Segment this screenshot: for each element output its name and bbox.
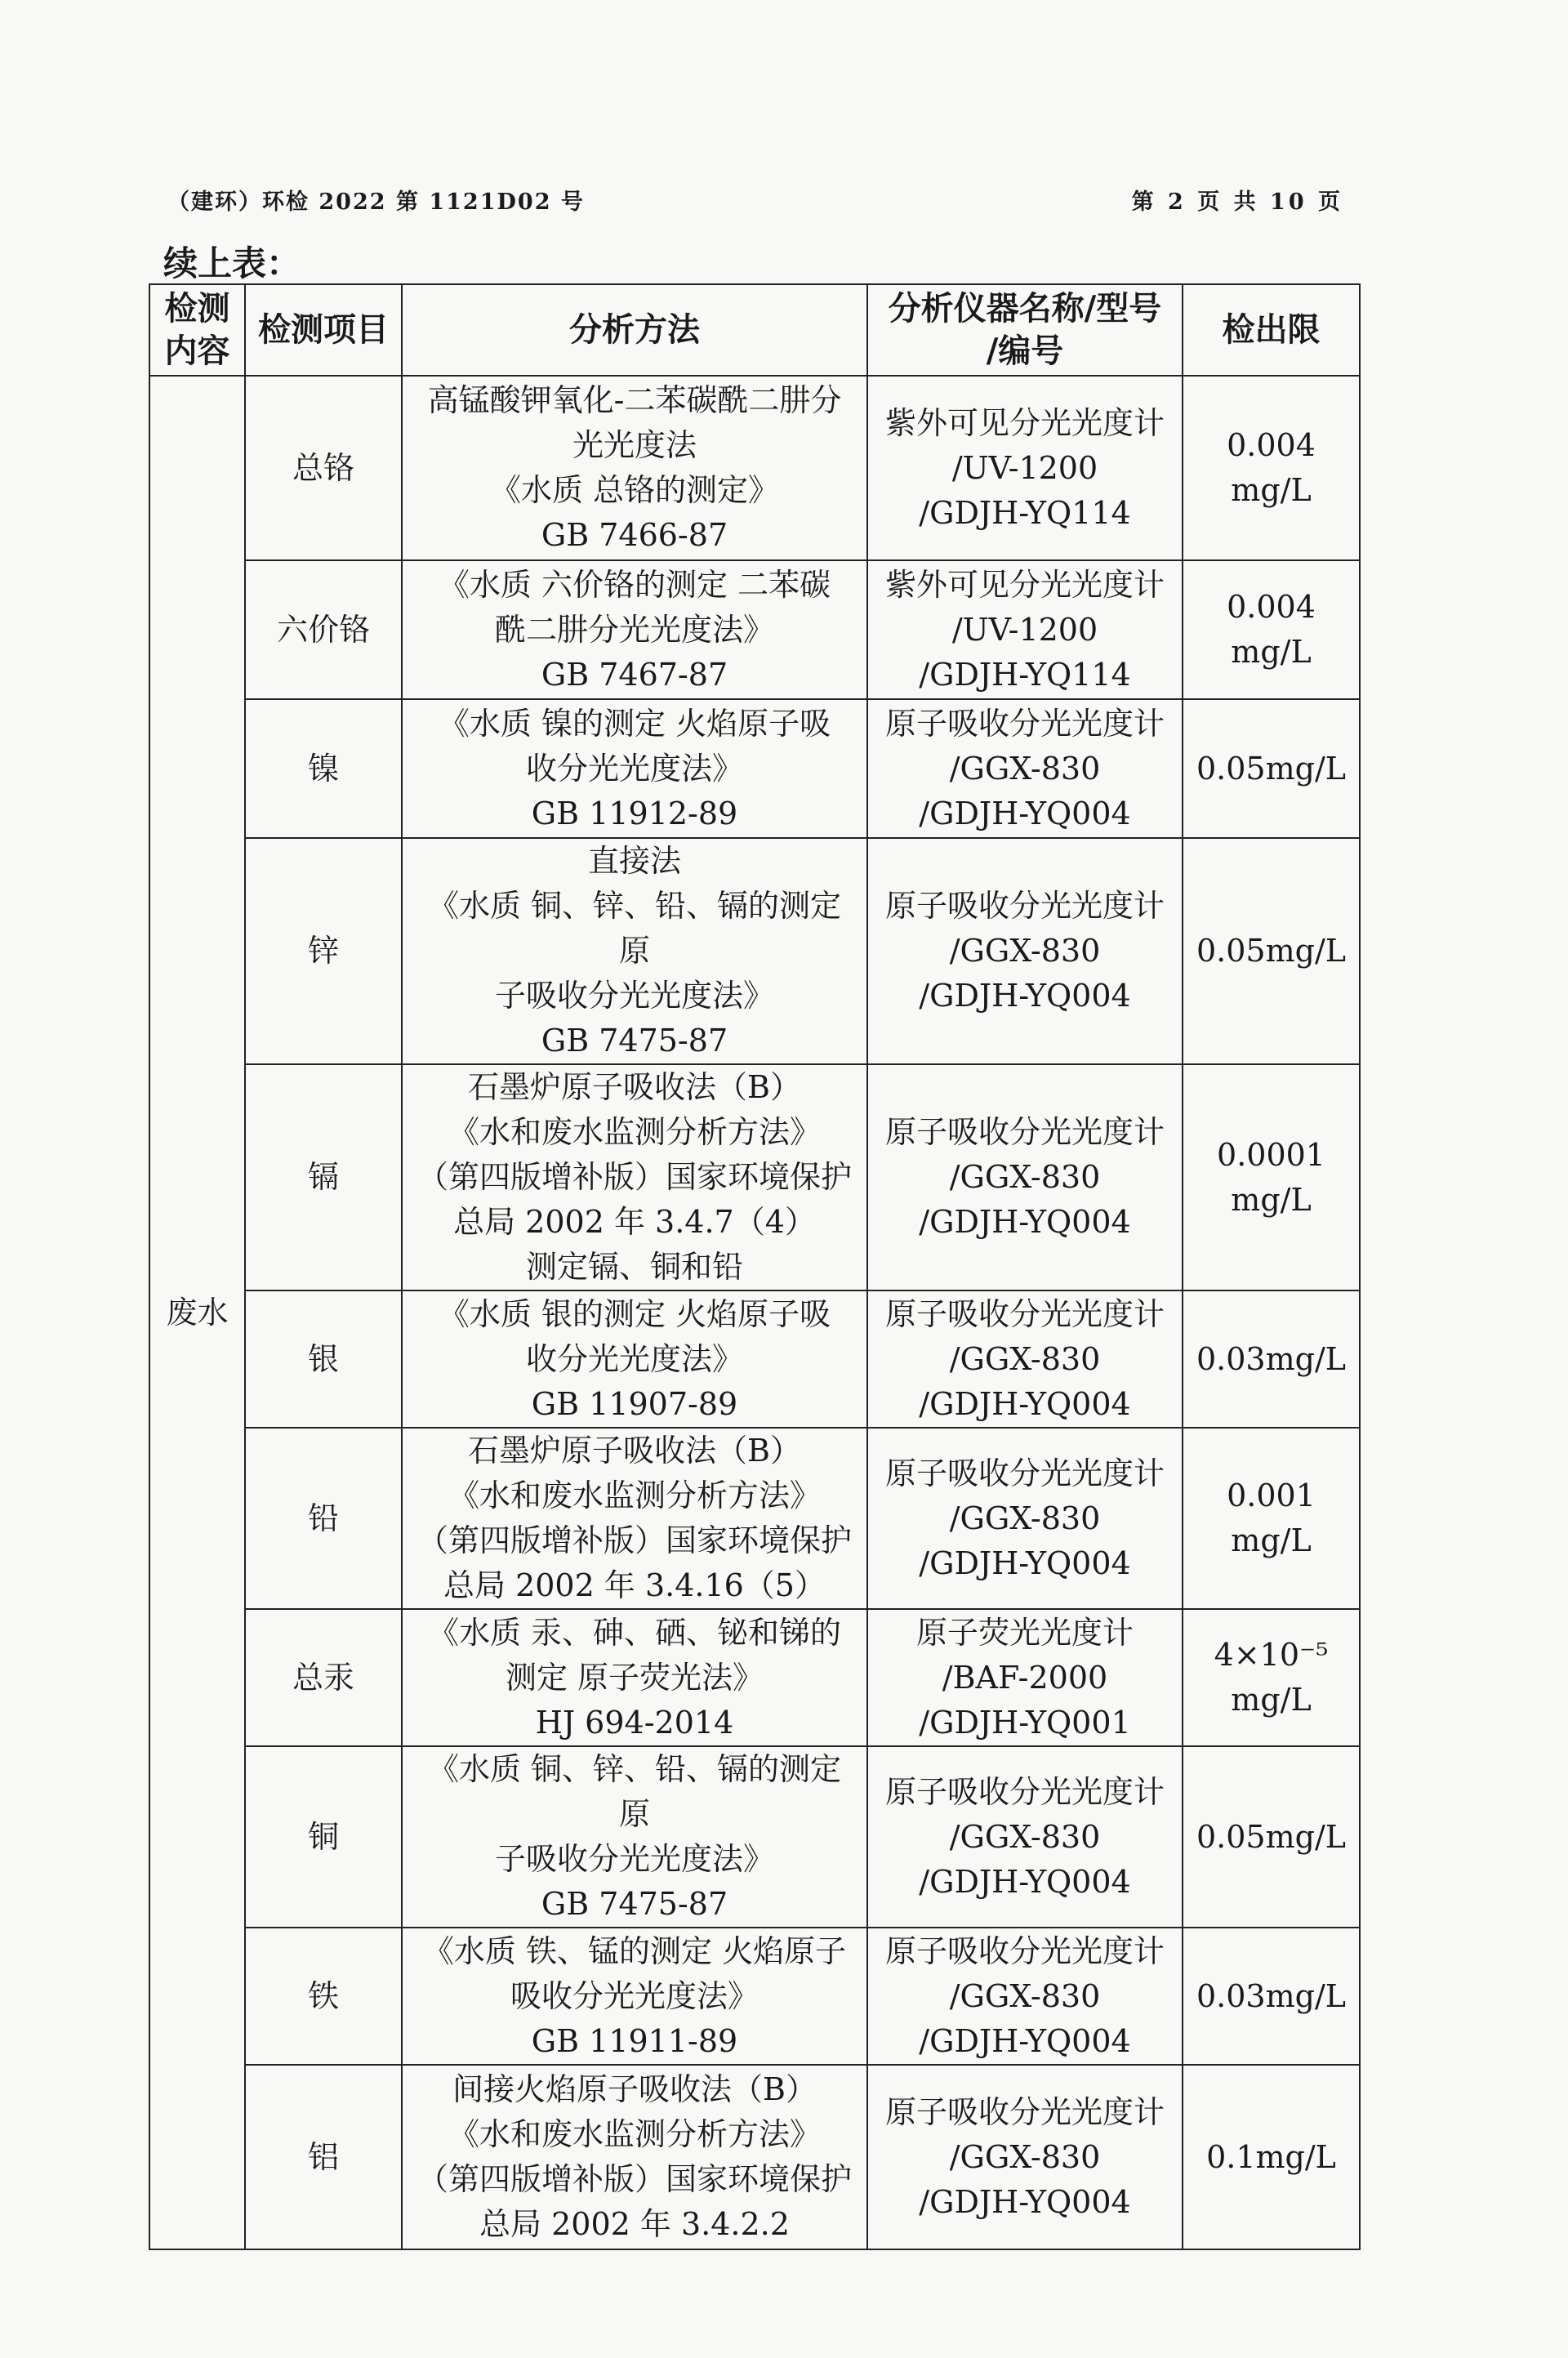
test-item-cell: 铁 xyxy=(245,1928,402,2065)
method-cell: 石墨炉原子吸收法（B） 《水和废水监测分析方法》 （第四版增补版）国家环境保护 总局 2002 年 3.4.7（4） 测定镉、铜和铅 xyxy=(402,1064,867,1290)
instrument-cell: 原子吸收分光光度计 /GGX-830 /GDJH-YQ004 xyxy=(867,838,1183,1064)
limit-cell: 0.03mg/L xyxy=(1183,1290,1360,1428)
instrument-cell: 原子吸收分光光度计 /GGX-830 /GDJH-YQ004 xyxy=(867,1290,1183,1428)
instrument-cell: 原子吸收分光光度计 /GGX-830 /GDJH-YQ004 xyxy=(867,1746,1183,1928)
instrument-cell: 紫外可见分光光度计 /UV-1200 /GDJH-YQ114 xyxy=(867,376,1183,560)
method-cell: 《水质 铜、锌、铅、镉的测定 原 子吸收分光光度法》 GB 7475-87 xyxy=(402,1746,867,1928)
limit-cell: 0.05mg/L xyxy=(1183,699,1360,838)
limit-cell: 0.004 mg/L xyxy=(1183,376,1360,560)
instrument-cell: 原子吸收分光光度计 /GGX-830 /GDJH-YQ004 xyxy=(867,1928,1183,2065)
instrument-cell: 原子吸收分光光度计 /GGX-830 /GDJH-YQ004 xyxy=(867,1428,1183,1609)
table-row xyxy=(149,2065,1360,2249)
limit-cell: 0.05mg/L xyxy=(1183,838,1360,1064)
test-item-cell: 铅 xyxy=(245,1428,402,1609)
test-item-cell: 镍 xyxy=(245,699,402,838)
table-row xyxy=(149,699,1360,838)
header-instrument: 分析仪器名称/型号 /编号 xyxy=(867,284,1183,376)
test-methods-table xyxy=(149,283,1361,2250)
test-item-cell: 总铬 xyxy=(245,376,402,560)
test-item-cell: 铜 xyxy=(245,1746,402,1928)
test-item-cell: 六价铬 xyxy=(245,560,402,699)
limit-cell: 0.004 mg/L xyxy=(1183,560,1360,699)
limit-cell: 0.0001 mg/L xyxy=(1183,1064,1360,1290)
instrument-cell: 原子吸收分光光度计 /GGX-830 /GDJH-YQ004 xyxy=(867,699,1183,838)
limit-cell: 0.001 mg/L xyxy=(1183,1428,1360,1609)
table-row xyxy=(149,838,1360,1064)
header-test-item: 检测项目 xyxy=(245,284,402,376)
table-row xyxy=(149,1609,1360,1746)
category-cell: 废水 xyxy=(149,376,245,2249)
test-item-cell: 锌 xyxy=(245,838,402,1064)
instrument-cell: 原子荧光光度计 /BAF-2000 /GDJH-YQ001 xyxy=(867,1609,1183,1746)
table-row xyxy=(149,1428,1360,1609)
instrument-cell: 原子吸收分光光度计 /GGX-830 /GDJH-YQ004 xyxy=(867,1064,1183,1290)
table-header-row xyxy=(149,284,1360,376)
header-test-content: 检测 内容 xyxy=(149,284,245,376)
method-cell: 《水质 汞、砷、硒、铋和锑的 测定 原子荧光法》 HJ 694-2014 xyxy=(402,1609,867,1746)
instrument-cell: 原子吸收分光光度计 /GGX-830 /GDJH-YQ004 xyxy=(867,2065,1183,2249)
test-item-cell: 总汞 xyxy=(245,1609,402,1746)
limit-cell: 0.05mg/L xyxy=(1183,1746,1360,1928)
page-indicator: 第 2 页 共 10 页 xyxy=(1131,189,1343,215)
report-number: （建环）环检 2022 第 1121D02 号 xyxy=(167,189,585,215)
table-row xyxy=(149,560,1360,699)
test-item-cell: 镉 xyxy=(245,1064,402,1290)
header-detection-limit: 检出限 xyxy=(1183,284,1360,376)
method-cell: 石墨炉原子吸收法（B） 《水和废水监测分析方法》 （第四版增补版）国家环境保护 总局 2002 年 3.4.16（5） xyxy=(402,1428,867,1609)
method-cell: 《水质 六价铬的测定 二苯碳 酰二肼分光光度法》 GB 7467-87 xyxy=(402,560,867,699)
instrument-cell: 紫外可见分光光度计 /UV-1200 /GDJH-YQ114 xyxy=(867,560,1183,699)
continued-table-title: 续上表： xyxy=(163,243,301,283)
limit-cell: 0.03mg/L xyxy=(1183,1928,1360,2065)
method-cell: 《水质 镍的测定 火焰原子吸 收分光光度法》 GB 11912-89 xyxy=(402,699,867,838)
method-cell: 《水质 铁、锰的测定 火焰原子 吸收分光光度法》 GB 11911-89 xyxy=(402,1928,867,2065)
limit-cell: 0.1mg/L xyxy=(1183,2065,1360,2249)
limit-cell: 4×10⁻⁵ mg/L xyxy=(1183,1609,1360,1746)
method-cell: 间接火焰原子吸收法（B） 《水和废水监测分析方法》 （第四版增补版）国家环境保护 总局 2002 年 3.4.2.2 xyxy=(402,2065,867,2249)
table-row xyxy=(149,1064,1360,1290)
table-row xyxy=(149,1746,1360,1928)
table-row xyxy=(149,1928,1360,2065)
method-cell: 高锰酸钾氧化-二苯碳酰二肼分 光光度法 《水质 总铬的测定》 GB 7466-87 xyxy=(402,376,867,560)
method-cell: 《水质 银的测定 火焰原子吸 收分光光度法》 GB 11907-89 xyxy=(402,1290,867,1428)
test-item-cell: 银 xyxy=(245,1290,402,1428)
table-row xyxy=(149,376,1360,560)
method-cell: 直接法 《水质 铜、锌、铅、镉的测定 原 子吸收分光光度法》 GB 7475-87 xyxy=(402,838,867,1064)
test-item-cell: 铝 xyxy=(245,2065,402,2249)
table-row xyxy=(149,1290,1360,1428)
header-analysis-method: 分析方法 xyxy=(402,284,867,376)
